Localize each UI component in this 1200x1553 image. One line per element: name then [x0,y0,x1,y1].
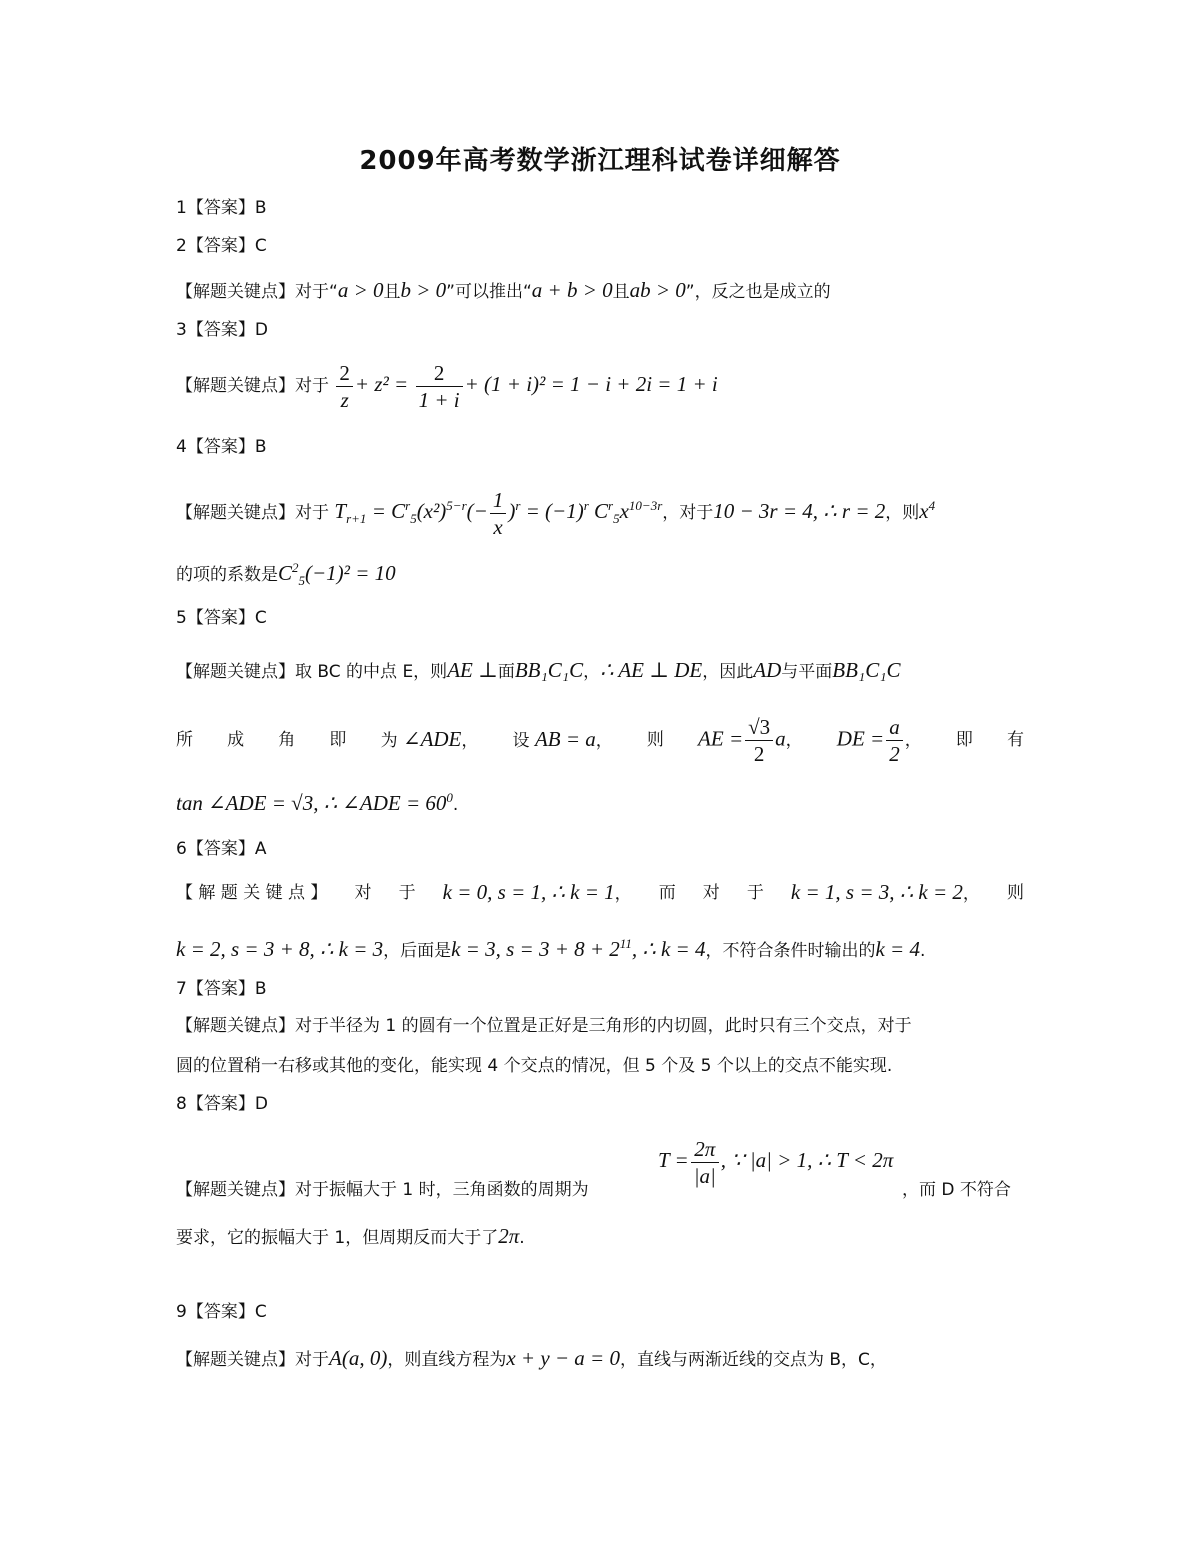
solution-9: 【解题关键点】对于A(a, 0)，则直线方程为x + y − a = 0，直线与两渐近线的交点为 B，C， [176,1346,887,1370]
page-title: 2009年高考数学浙江理科试卷详细解答 [359,146,841,176]
solution-5: 【解题关键点】取 BC 的中点 E，则AE ⊥面BB₁C₁C，∴ AE ⊥ DE，因此AD与平面BB₁C₁C [176,658,901,682]
key-label: 【解题关键点】 [176,503,295,523]
key-label: 【解题关键点】 [176,662,295,682]
answer-2: 2【答案】C [176,236,267,256]
fraction: $\frac{a}{2}$ [886,714,903,767]
answer-9: 9【答案】C [176,1302,267,1322]
answer-6: 6【答案】A [176,839,267,859]
key-label: 【 解 题 关 键 点 】 [176,883,328,903]
solution-4-cont: 的项的系数是$C^2_5(-1)^2 = 10$ [176,560,396,589]
key-label: 【解题关键点】 [176,1350,295,1370]
solution-5-line2: 所 成 角 即 为 ∠ADE， 设 AB = a， 则 AE = $\frac{√3}{2}$ a， DE = $\frac{a}{2}$ ， 即 有 [176,714,1024,766]
answer-5: 5【答案】C [176,608,267,628]
solution-8-formula: T = $\frac{2\pi}{|a|}$ , ∵ |a| > 1, ∴ T < 2π [658,1136,894,1188]
solution-8-tail: ，而 D 不符合 [902,1180,1011,1200]
key-label: 【解题关键点】 [176,1180,295,1200]
key-label: 【解题关键点】 [176,282,295,302]
key-label: 【解题关键点】 [176,1016,295,1036]
key-label: 【解题关键点】 [176,376,295,396]
solution-8-cont: 要求，它的振幅大于 1，但周期反而大于了2π. [176,1224,525,1248]
answer-1: 1【答案】B [176,198,267,218]
answer-8: 8【答案】D [176,1094,268,1114]
fraction: $\frac{√3}{2}$ [745,714,773,767]
answer-4: 4【答案】B [176,437,267,457]
fraction: $\frac{2}{z}$ [336,360,353,413]
solution-7: 【解题关键点】对于半径为 1 的圆有一个位置是正好是三角形的内切圆，此时只有三个交点，对于 [176,1016,912,1036]
solution-8: 【解题关键点】对于振幅大于 1 时，三角函数的周期为 [176,1180,589,1200]
solution-4: 【解题关键点】对于 $T_{r+1} = C^r_5(x^2)^{5-r}(-$ $\frac{1}{x}$ )$^r = (-1)^r$ $C^r_5x^{10-3r}$，对于10 − 3r = 4, ∴ r = 2，则$x^4$ [176,487,936,539]
answer-7: 7【答案】B [176,979,267,999]
solution-3: 【解题关键点】对于 $\frac{2}{z}$ + z² = $\frac{2}{1 + i}$ + (1 + i)² = 1 − i + 2i = 1 + i [176,360,718,412]
fraction: $\frac{2}{1 + i}$ [416,360,463,413]
solution-6-cont: k = 2, s = 3 + 8, ∴ k = 3，后面是k = 3, $s = 3 + 8 + 2^{11}$, ∴ k = 4，不符合条件时输出的k = 4. [176,936,926,961]
fraction: $\frac{1}{x}$ [490,487,507,540]
solution-6: 【 解 题 关 键 点 】 对 于 k = 0, s = 1, ∴ k = 1， 而 对 于 k = 1, s = 3, ∴ k = 2， 则 [176,880,1024,904]
answer-3: 3【答案】D [176,320,268,340]
solution-5-line3: tan ∠ADE = √3, ∴ ∠ADE = $60^0$. [176,790,459,815]
solution-7-cont: 圆的位置稍一右移或其他的变化，能实现 4 个交点的情况，但 5 个及 5 个以上的交点不能实现. [176,1056,893,1076]
fraction: $\frac{2\pi}{|a|}$ [691,1136,719,1189]
solution-2: 【解题关键点】对于“a > 0且b > 0”可以推出“a + b > 0且ab > 0”，反之也是成立的 [176,278,831,302]
